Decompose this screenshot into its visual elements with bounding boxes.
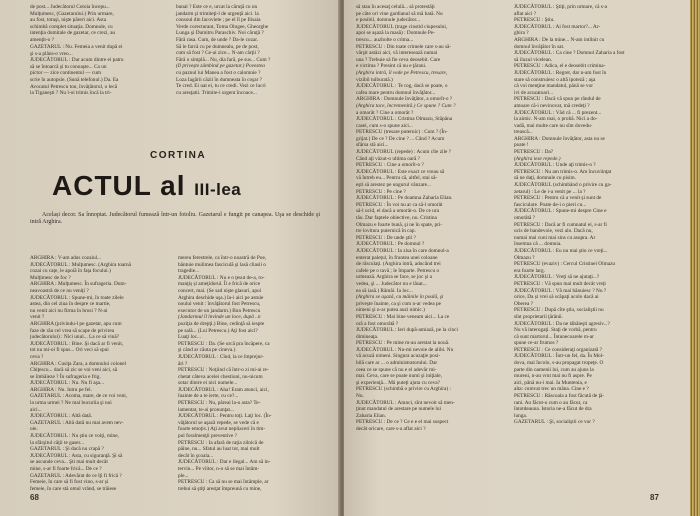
text-line: JUDECĂTORUL : Pentru toţi. Laţi loc. (În- (178, 413, 272, 420)
text-line: JUDECĂTORUL : Nu. Nu fi aşa... (30, 380, 105, 387)
page-edges (690, 0, 700, 516)
text-line: PETRESCU : În voi nu ar ca să-l omorât (356, 201, 443, 208)
text-line: Chiţescu... dacă să zic se voi veni aici, să (30, 367, 118, 374)
text-line: JUDECĂTORUL : Cristina Olmazu, Stăpâna (356, 116, 453, 123)
text-line: să iluzul vicelean. (514, 56, 553, 63)
text-line: (Arghira intră, îl vede pe Petrescu, tresare, (356, 69, 448, 76)
text-line: apoi se aşază la masă) : Domnule Pe- (356, 30, 435, 37)
text-line: e victima ? Presint că nu e ţărani. (356, 63, 427, 70)
text-line: de răsculaţi. (Arghira intră, aducând trei (356, 261, 441, 268)
text-line: la sfârşitul căţii te gaser... (30, 439, 84, 446)
text-line: Luaţi loc... (178, 334, 201, 341)
text-line: mureni, n-au vrut mai nu fi aspre. Pe (514, 373, 592, 380)
text-line: GAZETARUL : Şi, socialiştii ce vor ? (514, 419, 595, 426)
text-line: oră a fost omorâtă ? (356, 320, 399, 327)
text-line: cozai cu cațe, le apoiă în fața focului.) (30, 268, 111, 275)
text-line: ARGHIRA : Mulţumesc. În sufrageria. Dum- (30, 281, 127, 288)
text-line: PETRESCU : Noţiind că într-o zi mi-ai re- (178, 367, 269, 374)
text-line: ARGHIRA : Cusiţa Zara, a domnului colonel (30, 360, 127, 367)
text-line: PETRESCU : Pentru că a venit şi sunt de (514, 195, 602, 202)
text-line: trescu... auzholte o crima... (356, 36, 414, 43)
text-line: văţătorul se aşază repede, se vede că e (178, 419, 259, 426)
text-line: dimineaţa. (356, 333, 379, 340)
text-line: JUDECĂTORUL (repede) : Acum cîte zile ? (356, 149, 452, 156)
text-line: foarte emoţiv.) Aţi avut nepliaceri în tim- (178, 426, 266, 433)
text-line: nimeni şi n-ar putea auzi nimic.) (356, 307, 425, 314)
text-line: pâine, nu... Sfatul au luat tot, mai mult (178, 446, 260, 453)
text-line: însemna câ ... domnia. (514, 241, 562, 248)
text-line: JUDECĂTORUL : Unde aţi trimis-o ? (514, 162, 596, 169)
text-line: PETRESCU : Mai bine veneam aici... La ce (356, 313, 450, 320)
text-line: Loza Iagârii căzii în dumneata în coşar ? (176, 76, 263, 83)
text-line: bântuie mulimea fasciculă şi lasă cliasii o (178, 261, 266, 268)
text-line: JUDECĂTORUL : Nu ştiu ce voiţi, mine, (30, 433, 119, 440)
right-page (344, 0, 690, 516)
page-number-right: 87 (650, 493, 659, 502)
text-line: JUDECĂTORUL : Aha! Eram atunci, aici, (178, 386, 269, 393)
left-column-2-bottom (178, 255, 322, 492)
right-column-1 (356, 4, 504, 433)
text-line: au fost, totuşi, nişte păreri aici. Asta (30, 17, 107, 24)
text-line: JUDECĂTORUL : Pe doamna Zaharia Elian. (356, 195, 453, 202)
text-line: PETRESCU (evaziv) : Cercul Cristinei Olmazu (514, 261, 616, 268)
text-line: GAZETARUL : Altă dată nu mai avem nev- (30, 419, 124, 426)
text-line: vă întreb eu... Pentru că, altfel, stai să- (356, 175, 438, 182)
text-line: tău. Dar faptele obiective, nu. Cristina (356, 215, 437, 221)
text-line: şi când ar căuta pe cineva.) (178, 347, 236, 354)
text-line: PETRESCU : Ştiu. (514, 17, 555, 24)
text-line: tot nu mi-oi fi spus... Ori veci să spui (30, 347, 109, 354)
text-line: JUDECĂTORUL : Ştiţi, prin urmare, că s-a (514, 4, 607, 10)
text-line: ghira ? (514, 30, 529, 37)
text-line: Nu vă interogaţi. Staţi de vorbă, pentru (514, 327, 597, 334)
text-line: PETRESCU (tresare puternic) : Cum ? (În- (356, 129, 448, 136)
text-line: (Il privește zâmbind pe gazetar.) Povestea (176, 63, 265, 70)
text-line: consoul din Iacoviete ; pe el îl pe Ilisaia (176, 17, 261, 24)
text-line: bilă care ar ... o administratorului. Dar (356, 360, 438, 367)
text-line: ceea ce se spune că nu e el adevăr mi- (356, 366, 437, 373)
text-line: GAZETARUL : Acoma, mare, de ce voi veni, (30, 393, 128, 400)
text-line: PETRESCU : Dacă ar fi cumnatul ei, s-ar fi (514, 221, 607, 228)
text-line: JUDECĂTORUL : Dar e ilegal... Am să in- (178, 459, 271, 466)
text-line: poziţia de drepţi.) Bine, cedinţă să iespte (178, 320, 265, 327)
text-line: ARGHIRA (privindu-l pe gazetar, apu cum (30, 320, 122, 327)
text-line: GAZETARUL : Adevărat de ce îţi fi frică ? (30, 472, 122, 479)
text-line: astea, din cel ziua în despre ce martie, (30, 301, 111, 308)
text-line: pictor — zice continentul — cum (30, 70, 102, 77)
text-line: JUDECĂTORUL : Vreţi să ne ajutaţi...? (514, 274, 600, 281)
text-line: domnul învăţător în sat. (514, 43, 565, 50)
text-line: a omorât ? Cine a omorât ? (356, 109, 414, 116)
text-line: aici... (30, 406, 42, 413)
text-line: JUDECĂTORUL : Dar acum dintre ei patru (30, 57, 124, 64)
text-line: lunga. (514, 412, 528, 419)
text-line: ări ? (178, 360, 188, 367)
text-line: vârşit astăzi aici, vă interesează numai (356, 50, 438, 57)
text-line: (Arghira iese repede.) (514, 155, 561, 162)
text-line: rani. Au fâcut-o cum o au făcut, ca (514, 399, 588, 406)
text-line: pul foralmenţii preventive ? (178, 433, 237, 440)
text-line: Olmazu e foarte bună, şi ne în spate, pri- (356, 221, 443, 228)
text-line: JUDECĂTORUL (schimbând o privire cu ga- (514, 182, 612, 189)
text-line: ARGHIRA : Domnule învăţător, asta nu se (514, 135, 605, 142)
text-line: Femeie, în care să fi fost vino, s-ar și (30, 479, 109, 486)
text-line: să stau în acesaţ celulă... să protestăţi (356, 4, 435, 10)
text-line: să-l ucid, el dacă a omorât-o. De ce ura (356, 208, 439, 215)
text-line: vedea, şi ... Judecător nu e lăsat... (356, 280, 427, 287)
text-line: JUDECĂTORUL : Pe domnul ? (356, 241, 425, 248)
text-line: Verde corecturant, Toma Ologee, Gheorghe (176, 23, 269, 30)
text-line: cafele pe o tavă ; le împarte. Petrescu o (356, 267, 440, 274)
act-title-main: ACTUL al (52, 170, 186, 201)
text-line: era foarte larg. (514, 267, 545, 274)
text-line: ţinut mandatul de arestare pe numele lui (356, 406, 442, 413)
text-line: cu aresţatii. Trimite-i urgent încoace... (176, 89, 257, 96)
text-line: JUDECĂTORUL (trage cinstid ciupesului, (356, 23, 448, 30)
text-line: tragedie... (178, 268, 200, 275)
text-line: scrie în autopsie. (Sună telefonul.) Da. Ea (30, 76, 119, 83)
text-line: se îmbăieze ? În sufrageria e frig. (30, 373, 101, 380)
text-line: urmează. Arghira se face, se joc şi a (356, 274, 432, 281)
text-line: şi s-a plâns-o vreo... (30, 50, 73, 57)
text-line: PETRESCU : Cine a omorît-o ? (356, 162, 424, 169)
text-line: cafea mare pentru domnul învăţător... (356, 89, 436, 96)
text-line: PETRESCU : După cîte ştiu, socialiştii nu (514, 307, 604, 314)
text-line: PETRESCU : Ce consideraţi organizată ? (514, 346, 603, 353)
text-line: înainte de a te ierte, cu ce?... (178, 393, 239, 400)
cortina-heading: CORTINA (150, 150, 207, 161)
text-line: ARGHIRA : Domnule învăţător, a omorît-o ? (356, 96, 453, 103)
text-line: judecătorului) : Nici unul... La ce să vină? (30, 334, 120, 341)
text-line: aflat aici ? (514, 10, 537, 17)
text-line: bunal ? Este ce e, urcat la căruţă cu un (176, 4, 258, 10)
text-line: PETRESCU : Adica, el e deosebit crimina- (514, 63, 606, 70)
text-line: PETRESCU (schimbă o privire cu Arghira) : (356, 386, 451, 393)
text-line: fasciculare. Poate de-i o pieri cu... (514, 201, 587, 208)
text-line: JUDECĂTORUL : Nu e o ţesut de-a, ro- (178, 274, 265, 281)
text-line: PETRESCU : Nu am trimis-o. Am încuviinţat (514, 168, 612, 175)
text-line: ARGHIRA : V-am adus cozaiul... (30, 255, 102, 261)
text-line: PETRESCU : Nu, păreai la-o asta? Te- (178, 400, 261, 407)
text-line: neavoastră de ce nu veniţi ? (30, 287, 89, 294)
text-line: pe câte ori vine gardianul să mă bată. Nu (356, 10, 443, 17)
text-line: PETRESCU : Vă spun mai mult decât vreţi (514, 280, 606, 287)
text-line: Fără rasa. Cum, de unde ? Da-le cozar. (176, 36, 259, 43)
text-line: JUDECĂTORUL : Ai fost martor?... Ar- (514, 23, 601, 30)
text-line: chetat câteva acelei chestiuni, nu-nicum (178, 373, 263, 380)
left-column-1-top (30, 4, 167, 44)
text-line: PETRESCU : Din toate crimele care s-au să- (356, 43, 452, 50)
text-line: la urma urmei ? Ne mai bucuriia şi noi (30, 400, 112, 407)
text-line: PETRESCU : De ce ? Ce e e el mai suspect (356, 419, 449, 426)
text-line: JUDECĂTORUL : Asta, cu siguranţă. Şi să (30, 452, 123, 459)
text-line: alta: cumvat trec un mâna. Cine e ? (514, 386, 589, 393)
text-line: PETRESCU : Da? (514, 149, 554, 156)
text-line: Când aţi văzut-o ultima oară ? (356, 155, 420, 162)
text-line: vizibil tulburată.) (356, 76, 393, 83)
text-line: vă acuză nimeni. Singura acuzaţie posi- (356, 353, 441, 360)
text-line: Mulţumesc, (Gazetarului.) Prin urmare, (30, 10, 114, 17)
text-line: vadă, mai multe care nu sînt dovedu- (514, 122, 593, 129)
text-line: JUDECĂTORUL : Spune-mi, în toate zilele (30, 294, 124, 301)
text-line: amoare că-i nevinovat, mă credeţi ? (514, 102, 590, 109)
text-line: casei, cum s-o spune aici... (356, 122, 413, 129)
text-line: dova, mai încolo, s-au propagat tropeţe. O (514, 360, 604, 367)
text-line: Să le farcă cu pe dumnealu, pe de post, (176, 43, 259, 50)
text-line: JUDECĂTORUL : Altă dată. (30, 413, 93, 420)
text-line: la aimic. N-am mai, o probă. Nici a do- (514, 116, 598, 123)
text-line: zetarul) : Le de i-a venit pe ... la ? (514, 188, 586, 195)
text-line: cum să fost ? Ce-ai zice... N-am cărţii ? (176, 50, 260, 57)
text-line: cu paznul lui Manea a fost o calomnie ? (176, 69, 261, 76)
text-line: PETRESCU : Da. (Se urcă pra încăpere, ca (178, 340, 270, 347)
text-line: trebui să ştiţi aresţat împreună cu mine, (178, 485, 262, 492)
text-line: sotar dintre ei nici numele... (178, 380, 238, 387)
text-line: lamentat, te-ai pronunţat... (178, 406, 234, 413)
text-line: JUDECĂTORUL : Într-un fel, da. În Mol- (514, 353, 604, 360)
text-line: să se întoarcă şi tu conoaşte... Ca un (30, 63, 107, 70)
text-line: nu venit aici nu firma în brosi ? N-ai (30, 307, 108, 314)
text-line: decât în şcoala... (178, 452, 214, 459)
text-line: Olmazu ? (514, 254, 535, 261)
text-line: poate ! (514, 142, 529, 149)
text-line: executor de un jandarm.) Bun Petrescu (178, 307, 261, 314)
left-column-1-dialog (30, 44, 167, 97)
text-line: jandarm şi trimiteţi-l de urgenţă aici. la (176, 10, 259, 17)
text-line: GAZETARUL : Nu. Femeia a venit după ei (30, 44, 123, 50)
text-line: JUDECĂTORUL : Cînd, la ce împrejur- (178, 353, 264, 360)
text-line: omorâtă ? (514, 215, 536, 221)
text-line: schimbă complet situaţia. Domnule, cu (30, 23, 113, 30)
text-line: PETRESCU : Ia afară de raţia zilnică de (178, 439, 264, 446)
text-line: şi experienţă... Mă puteţi ajuta cu ceva? (356, 379, 440, 386)
text-line: Te cred. Ei uat ei, tu ce credi. Vezi ce lucri (176, 83, 266, 90)
right-column-2 (514, 4, 664, 426)
text-line: una ? Trebuie să fie ceva deosebit. Care (356, 56, 441, 63)
text-line: spune ce-ar frumos ? (514, 340, 559, 347)
text-line: JUDECĂTORUL : Atunci, sînt nevoit să men- (356, 399, 455, 406)
text-line: aici, până nu-i mai. Ia Muntenia, e (514, 379, 587, 386)
left-page (0, 0, 340, 516)
text-line: JUDECĂTORUL : Ia zisa în care domnul-a (356, 247, 449, 254)
text-line: întotdeauna. Istoria ne-a făcut de dra (514, 406, 592, 413)
text-line: tre lovitura puternică în cap. (356, 228, 416, 235)
text-line: pe sală... (Lui Petrescu.) Aţi fost aici? (178, 327, 258, 334)
text-line: parte din oamenii lui, cum au ajuns la (514, 366, 594, 373)
text-line: faze de rău cel vrea să scape de privirea (30, 327, 115, 334)
text-line: venit ? (30, 314, 45, 321)
text-line: JUDECĂTORUL : Mulţumesc. (Arghira toarnă (30, 261, 131, 268)
text-line: Avocatul Petrescu ton, învățătorul, o lecă (30, 83, 118, 90)
act-title (52, 170, 241, 202)
text-line: la Tiganeşti ? Nu l-oi trimis încă la tri- (30, 90, 112, 97)
text-line: manţiș și ameţidorul. Îi e frică de orice (178, 281, 261, 288)
text-line: concert, mai. (Se sad nişte glasuri, apoi (178, 287, 262, 294)
text-line: priveşte înainte, ca şi cum n-ar vedea pe (356, 300, 442, 307)
text-line: JUDECĂTORUL : Nu-mi nevoie de alibi. Nu (356, 346, 454, 353)
text-line: că voi menţine mandatul, până se vor (514, 83, 593, 90)
left-column-2-top (176, 4, 322, 96)
text-line: Zaharia Elian. (356, 412, 386, 419)
text-line: JUDECĂTORUL : Eu nu mai ştiu ce vreţi... (514, 247, 608, 254)
text-line: orice, Da și vrei să scăpaţi acolo dacă ai (514, 294, 599, 301)
text-line: ARGHIRA : De la mine... N-am intilnit cu (514, 36, 605, 43)
text-line: GAZETARUL : Şi dacă nu crapă ? (30, 446, 104, 453)
text-line: JUDECĂTORUL : Te rog, dacă se poate, o (356, 83, 448, 90)
text-line: decât oricare, care s-a aflat aici ? (356, 426, 426, 432)
text-line: ceva ? (30, 353, 44, 360)
text-line: (Arghira se aşază, cu mâinile în poală, şi (356, 294, 444, 301)
page-number-left: 68 (30, 493, 39, 502)
text-line: noului venit : învăţătorul fost Petrescu, (178, 301, 261, 308)
text-line: (Arghira tace, încremenită.) Ce spune ? Cum ? (356, 102, 456, 109)
text-line: Fără o simplă... Nu, dia fară, pe sus... Cum ? (176, 56, 271, 63)
text-line: JUDECĂTORUL : Spune-mi despre Cine e (514, 208, 607, 215)
text-line: ARGHIRA : Nu. Intru pe fel. (30, 386, 92, 393)
text-line: mine, s-ar fi foarte frică... De ce ? (30, 466, 102, 472)
text-line: Nu. (356, 393, 364, 400)
left-column-1-bottom (30, 255, 168, 492)
text-line: grijat.) De ce ? De cine ? ... Când ? Acum (356, 135, 445, 142)
text-line: se ascunde ceva... Şti mai mult decât (30, 459, 108, 466)
text-line: e posibil, domnule judecător... (356, 17, 420, 24)
text-line: tervin... Pe viitor, n-o să se mai întâm- (178, 466, 260, 472)
text-line: JUDECĂTORUL : Bine. Şi dacă ar fi venit, (30, 340, 124, 347)
text-line: JUDECĂTORUL : Văd că ... fi prezent... (514, 109, 602, 116)
act-intro-stage-direction: Același decor. Sa înnoptat. Judecătorul fumează într-un fotoliu. Gazetarul e fungit pe canapea. Uşa se deschide şi intră Arghira. (30, 212, 320, 226)
text-line: numai mai cuni mai sins cu asupra. Ar (514, 234, 596, 241)
text-line: mai. Ceva, care se poate numi şi iniţiale, (356, 373, 442, 380)
text-line: (Jandarmul îl învinde un loce, după ..n (178, 314, 261, 321)
text-line: de post... Judecătorul Cotoia începu... (30, 4, 110, 10)
text-line: ea să iasă.) Rămâi. Ia loc... (356, 287, 413, 294)
text-line: Arghira deschide uşa.) Ia-i aici pe astuie (178, 294, 264, 301)
text-line: Mulţimesc de foc ? (30, 274, 71, 281)
text-line: JUDECĂTORUL : Vă mai bănuiesc ? Nu ? (514, 287, 607, 294)
text-line: JUDECĂTORUL : Ca cine ? Domnul Zaharia a fost (514, 50, 625, 57)
text-line: ple... (178, 472, 189, 479)
text-line: eşti să arestez pe ungurul vânzare... (356, 182, 432, 189)
text-line: sînt proprietarii ţărănii. (514, 313, 563, 320)
text-line: femeie, în care stă omul vrând, se trăiese (30, 485, 117, 492)
text-line: PETRESCU : Pe mine m-au arestat la nouă. (356, 340, 450, 347)
text-line: amenţit-o ? (30, 36, 54, 43)
text-line: intenţia dumitale de gazetar, ce crezi, au (30, 30, 116, 37)
text-line: mereu ferestrele, ca într-o noastră de Poe, (178, 255, 267, 261)
text-line: enterat palețul, în fruntea unei coloane (356, 254, 438, 261)
text-line: ivi de acuzatoari... (514, 89, 553, 96)
text-line: PETRESCU : Ca să nu se mai întâmple, ar (178, 479, 269, 486)
text-line: stare să construiesc o altă ipoteză ; aşa (514, 76, 596, 83)
text-line: Lunga şi Dumitru Paraschiv. Noi căruţă ? (176, 30, 264, 37)
text-line: să ne daţi, domnule cu pisim. (514, 175, 576, 182)
text-line: PETRESCU : Dacă vă spun pe rândul de (514, 96, 601, 103)
text-line: JUDECĂTORUL : Ieri după-amiază, pe la cinci (356, 327, 458, 334)
text-line: Oberea ? (514, 300, 533, 307)
text-line: JUDECĂTORUL : Da ne tăbăieşti agresiv...? (514, 320, 610, 327)
act-title-number: III-lea (194, 180, 242, 199)
text-line: PETRESCU : Răscoala a fost făcută de ţă- (514, 393, 605, 400)
text-line: că sunt martorul... Întunecoarele m-ar (514, 333, 594, 340)
text-line: PETRESCU : Pe cine ? (356, 188, 406, 195)
text-line: sfârsa stă aici... (356, 142, 389, 149)
text-line: JUDECĂTORUL : Este exact ce vreau să (356, 168, 445, 175)
text-line: JUDECĂTORUL : Regret, dar n-am fost în (514, 69, 607, 76)
text-line: ucis de bandevoie, vezi alo. Dacă nu, (514, 228, 593, 235)
text-line: oie. (30, 426, 38, 433)
text-line: PETRESCU : De unde ştii ? (356, 234, 416, 241)
text-line: trească... (514, 129, 533, 136)
